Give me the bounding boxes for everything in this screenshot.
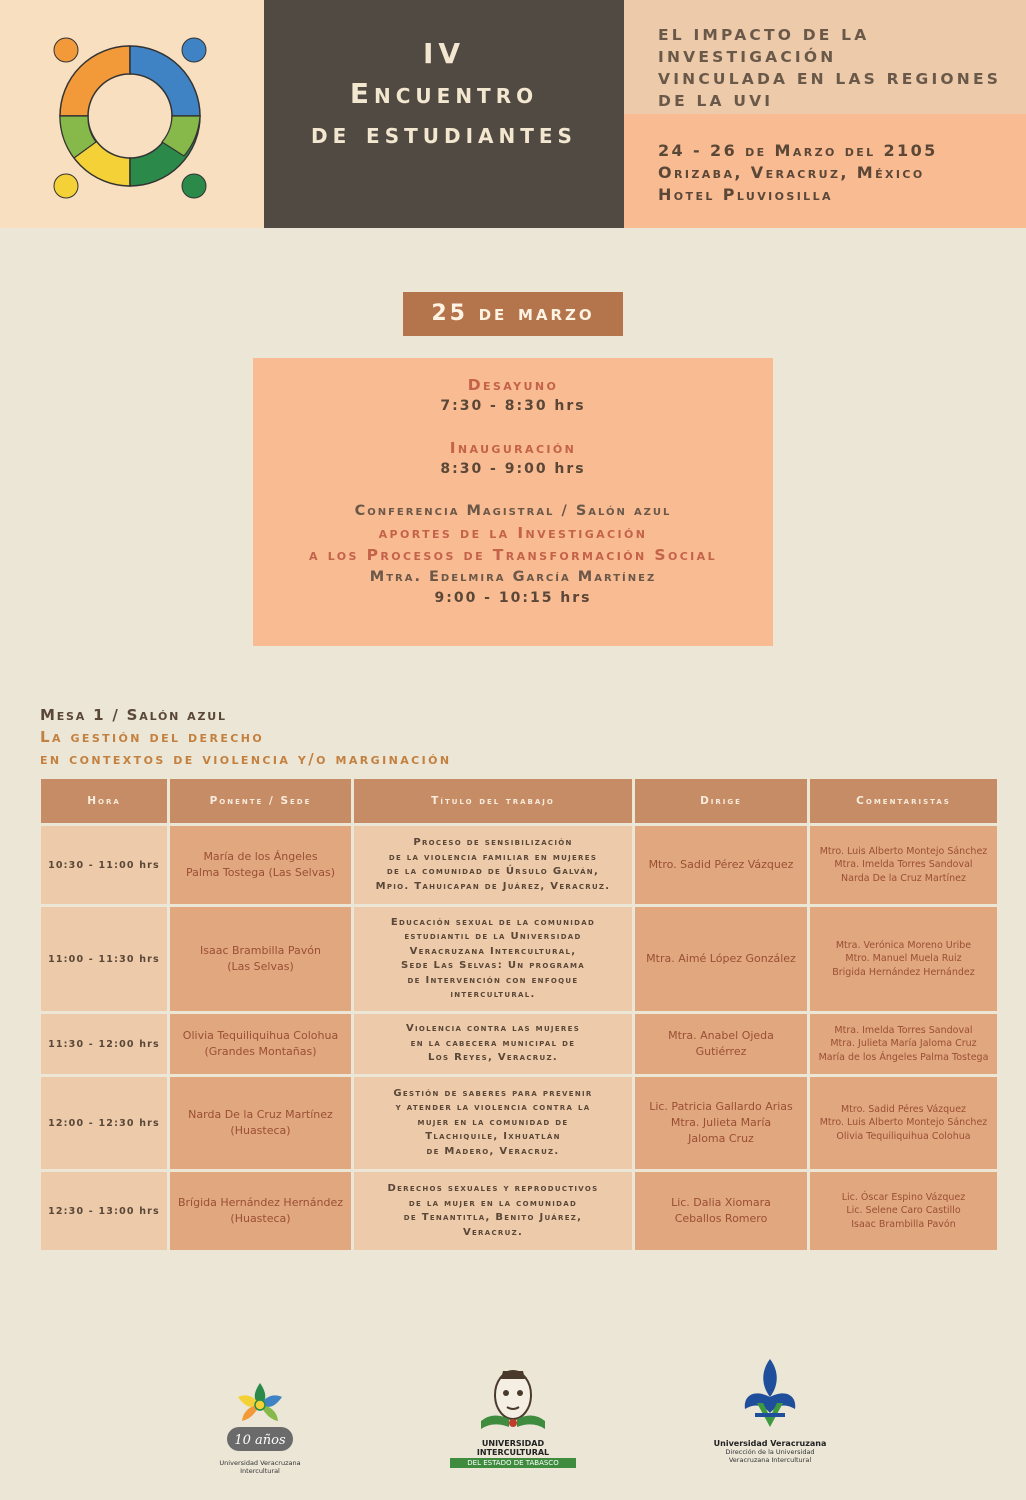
comentaristas-line: Lic. Óscar Espino Vázquez: [841, 1191, 966, 1203]
ponente-line: Brígida Hernández Hernández: [177, 1196, 344, 1209]
ponente-line: (Grandes Montañas): [204, 1045, 317, 1058]
titulo-line: Veracruz.: [462, 1226, 524, 1238]
table-row: [41, 1014, 997, 1074]
header: [0, 0, 1026, 228]
titulo-line: Proceso de sensibilización: [413, 837, 573, 848]
breakfast-block: [253, 374, 773, 417]
ponente-line: (Huasteca): [230, 1124, 291, 1137]
titulo-line: Educación sexual de la comunidad: [390, 916, 596, 928]
event-dates: 24 - 26 de Marzo del 2105: [658, 141, 938, 160]
event-title-line-3: de estudiantes: [311, 117, 577, 150]
ponente-line: (Huasteca): [230, 1212, 291, 1225]
uiet-mask-icon: [473, 1365, 553, 1435]
hora-text: 10:30 - 11:00 hrs: [48, 859, 160, 871]
comentaristas-line: Mtra. Imelda Torres Sandoval: [834, 1024, 973, 1036]
cell-dirige: [635, 1014, 807, 1074]
cell-ponente: [170, 826, 351, 904]
conference-block: [253, 500, 773, 609]
comentaristas-line: María de los Ángeles Palma Tostega: [818, 1051, 989, 1063]
titulo-line: intercultural.: [450, 989, 536, 1000]
dirige-line: Lic. Dalia Xiomara: [671, 1196, 771, 1209]
ponente-line: (Las Selvas): [227, 960, 294, 973]
titulo-line: de Intervención con enfoque: [407, 974, 579, 986]
uiet-name: UNIVERSIDAD INTERCULTURAL: [476, 1439, 550, 1457]
event-title-line-1: IV: [422, 37, 466, 70]
table-row: [41, 1172, 997, 1250]
titulo-line: Mpio. Tahuicapan de Juárez, Veracruz.: [375, 880, 611, 892]
titulo-line: estudiantil de la Universidad: [404, 931, 582, 942]
mesa-label: Mesa 1 / Salón azul: [40, 706, 227, 724]
event-topic-line-1: EL IMPACTO DE LA INVESTIGACIÓN: [658, 26, 870, 66]
uvi-10-anos-logo: [200, 1375, 320, 1475]
cell-hora: [41, 826, 167, 904]
event-title: [264, 34, 624, 154]
titulo-line: Veracruzana Intercultural,: [409, 945, 577, 957]
col-titulo: Título del trabajo: [354, 779, 632, 823]
titulo-line: de Madero, Veracruz.: [426, 1145, 560, 1157]
event-logo-icon: [44, 30, 216, 202]
breakfast-title: Desayuno: [467, 376, 559, 394]
titulo-line: Tlachiquile, Ixhuatlán: [425, 1131, 561, 1143]
event-logo-panel: [0, 0, 264, 228]
titulo-line: y atender la violencia contra la: [395, 1102, 591, 1114]
titulo-line: Los Reyes, Veracruz.: [428, 1052, 558, 1064]
cell-titulo: [354, 1172, 632, 1250]
uv-logo: [712, 1355, 828, 1464]
uvi-badge-text: 10 años: [234, 1433, 286, 1448]
comentaristas-line: Lic. Selene Caro Castillo: [846, 1205, 961, 1217]
mesa-heading: [40, 704, 451, 770]
table-row: [41, 907, 997, 1011]
cell-comentaristas: [810, 1077, 997, 1169]
cell-hora: [41, 1014, 167, 1074]
ponente-line: Olivia Tequiliquihua Colohua: [182, 1029, 339, 1042]
cell-comentaristas: [810, 907, 997, 1011]
schedule-header-row: [41, 779, 997, 823]
inauguration-title: Inauguración: [449, 439, 577, 457]
uv-sub-1: Dirección de la Universidad: [725, 1448, 815, 1456]
comentaristas-line: Narda De la Cruz Martínez: [841, 872, 966, 884]
titulo-line: de la comunidad de Úrsulo Galván,: [386, 866, 600, 877]
titulo-line: Gestión de saberes para prevenir: [393, 1087, 593, 1099]
comentaristas-line: Mtro. Manuel Muela Ruiz: [845, 953, 962, 965]
inauguration-block: [253, 437, 773, 480]
inauguration-time: 8:30 - 9:00 hrs: [440, 461, 586, 477]
cell-ponente: [170, 1172, 351, 1250]
titulo-line: de la violencia familiar en mujeres: [388, 851, 598, 863]
cell-ponente: [170, 1014, 351, 1074]
uiet-logo: [450, 1365, 576, 1468]
conference-time: 9:00 - 10:15 hrs: [434, 590, 592, 606]
titulo-line: Violencia contra las mujeres: [405, 1023, 581, 1035]
event-title-panel: [264, 0, 624, 228]
titulo-line: Sede Las Selvas: Un programa: [401, 960, 585, 971]
comentaristas-line: Mtra. Julieta María Jaloma Cruz: [830, 1038, 977, 1050]
dirige-line: Mtra. Anabel Ojeda Gutiérrez: [668, 1029, 774, 1058]
cell-dirige: [635, 907, 807, 1011]
event-venue: Hotel Pluviosilla: [658, 185, 833, 204]
mesa-title-line-2: en contextos de violencia y/o marginación: [40, 750, 452, 768]
cell-comentaristas: [810, 1014, 997, 1074]
event-topic-panel: [624, 0, 1026, 114]
conference-title-line-2: a los Procesos de Transformación Social: [309, 546, 717, 564]
ponente-line: María de los Ángeles: [203, 850, 318, 863]
titulo-line: de la mujer en la comunidad: [408, 1197, 578, 1209]
hora-text: 12:30 - 13:00 hrs: [48, 1205, 160, 1217]
ponente-line: Narda De la Cruz Martínez: [188, 1108, 333, 1121]
conference-title-line-1: aportes de la Investigación: [378, 524, 648, 542]
event-topic-line-2: VINCULADA EN LAS REGIONES: [658, 70, 1002, 88]
dirige-line: Lic. Patricia Gallardo Arias: [649, 1100, 793, 1113]
titulo-line: Derechos sexuales y reproductivos: [387, 1183, 599, 1194]
dirige-line: Ceballos Romero: [674, 1212, 768, 1225]
event-city: Orizaba, Veracruz, México: [658, 163, 925, 182]
col-hora: Hora: [41, 779, 167, 823]
breakfast-time: 7:30 - 8:30 hrs: [440, 398, 586, 414]
comentaristas-line: Mtro. Luis Alberto Montejo Sánchez: [819, 1117, 988, 1129]
uvi-caption: Universidad Veracruzana Intercultural: [219, 1459, 301, 1475]
comentaristas-line: Brigida Hernández Hernández: [832, 966, 975, 978]
dirige-line: Mtro. Sadid Pérez Vázquez: [648, 858, 794, 871]
uvi-flower-icon: [215, 1375, 305, 1455]
comentaristas-line: Olivia Tequiliquihua Colohua: [836, 1130, 971, 1142]
event-title-line-2: Encuentro: [349, 77, 539, 110]
ponente-line: Isaac Brambilla Pavón: [199, 944, 321, 957]
table-row: [41, 826, 997, 904]
mesa-title-line-1: La gestión del derecho: [40, 728, 265, 746]
cell-hora: [41, 1172, 167, 1250]
table-row: [41, 1077, 997, 1169]
uiet-sub: DEL ESTADO DE TABASCO: [450, 1458, 576, 1468]
comentaristas-line: Mtro. Luis Alberto Montejo Sánchez: [819, 845, 988, 857]
cell-titulo: [354, 1014, 632, 1074]
comentaristas-line: Isaac Brambilla Pavón: [851, 1218, 956, 1230]
event-date-location: [658, 140, 938, 206]
titulo-line: en la cabecera municipal de: [410, 1037, 576, 1049]
ponente-line: Palma Tostega (Las Selvas): [186, 866, 335, 879]
hora-text: 11:00 - 11:30 hrs: [48, 953, 160, 965]
titulo-line: de Tenantitla, Benito Juárez,: [403, 1212, 583, 1223]
hora-text: 11:30 - 12:00 hrs: [48, 1038, 160, 1050]
comentaristas-line: Mtra. Verónica Moreno Uribe: [835, 939, 972, 951]
cell-hora: [41, 907, 167, 1011]
schedule-table: [38, 776, 1000, 1253]
cell-comentaristas: [810, 1172, 997, 1250]
col-dirige: Dirige: [635, 779, 807, 823]
cell-hora: [41, 1077, 167, 1169]
comentaristas-line: Mtro. Sadid Péres Vázquez: [840, 1103, 967, 1115]
cell-dirige: [635, 1172, 807, 1250]
hora-text: 12:00 - 12:30 hrs: [48, 1117, 160, 1129]
opening-program: [253, 358, 773, 646]
uv-fleur-icon: [735, 1355, 805, 1435]
comentaristas-line: Mtra. Imelda Torres Sandoval: [834, 859, 973, 871]
event-date-panel: [624, 114, 1026, 228]
conference-speaker: Mtra. Edelmira García Martínez: [369, 569, 657, 585]
cell-ponente: [170, 907, 351, 1011]
cell-titulo: [354, 826, 632, 904]
cell-comentaristas: [810, 826, 997, 904]
col-ponente: Ponente / Sede: [170, 779, 351, 823]
cell-dirige: [635, 826, 807, 904]
dirige-line: Mtra. Julieta María: [670, 1116, 772, 1129]
cell-ponente: [170, 1077, 351, 1169]
uv-name: Universidad Veracruzana: [713, 1439, 827, 1448]
uv-sub-2: Veracruzana Intercultural: [728, 1456, 812, 1464]
conference-label: Conferencia Magistral / Salón azul: [354, 503, 672, 519]
cell-dirige: [635, 1077, 807, 1169]
cell-titulo: [354, 1077, 632, 1169]
dirige-line: Mtra. Aimé López González: [646, 952, 796, 965]
event-topic: [658, 24, 1026, 112]
dirige-line: Jaloma Cruz: [688, 1132, 754, 1145]
titulo-line: mujer en la comunidad de: [417, 1116, 569, 1128]
col-comentaristas: Comentaristas: [810, 779, 997, 823]
cell-titulo: [354, 907, 632, 1011]
event-topic-line-3: DE LA UVI: [658, 92, 774, 110]
day-badge: 25 de marzo: [403, 292, 623, 336]
